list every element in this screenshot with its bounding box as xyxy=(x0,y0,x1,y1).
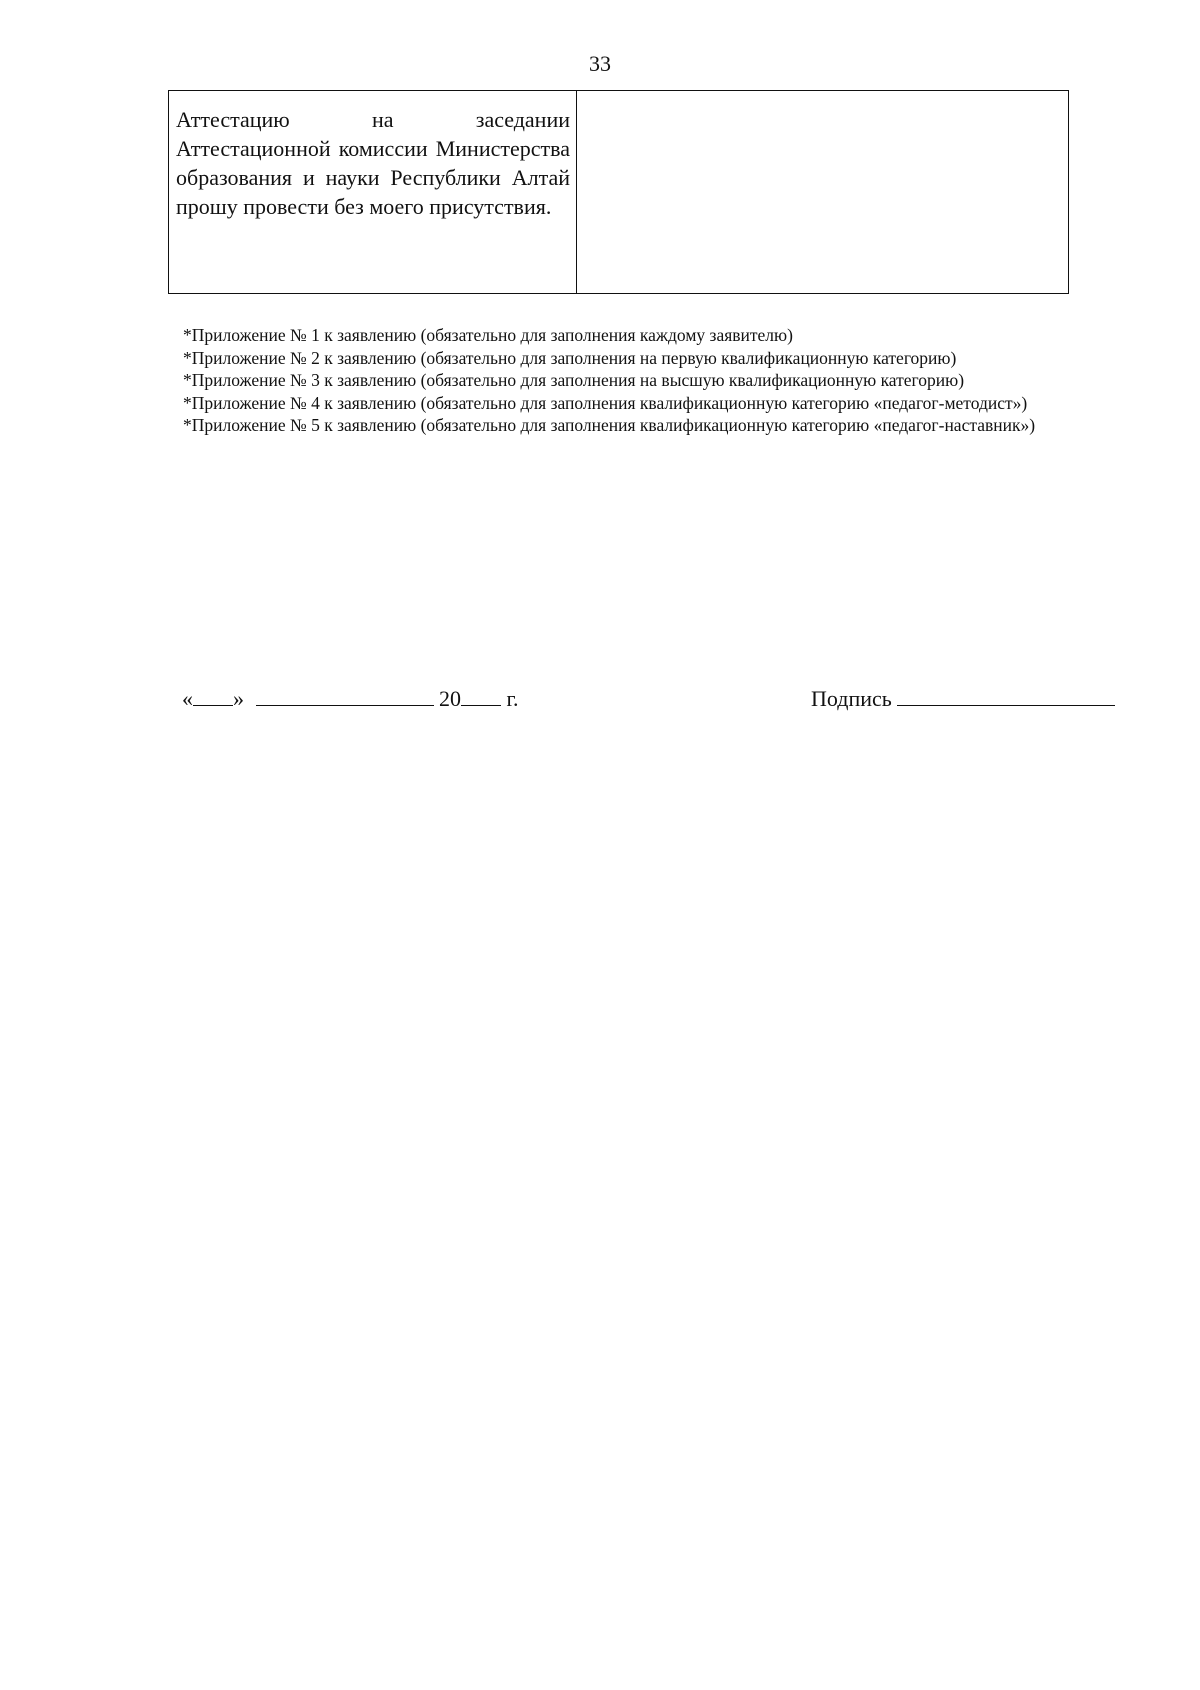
appendix-note-1: *Приложение № 1 к заявлению (обязательно для заполнения каждому заявителю) xyxy=(183,325,793,345)
appendix-note-5: *Приложение № 5 к заявлению (обязательно для заполнения квалификационную категорию «педагог-наставник») xyxy=(183,415,1036,435)
appendix-note-3: *Приложение № 3 к заявлению (обязательно для заполнения на высшую квалификационную категорию) xyxy=(183,370,965,390)
signature-blank[interactable] xyxy=(897,683,1115,706)
year-prefix: 20 xyxy=(439,686,461,711)
year-suffix: г. xyxy=(506,686,519,711)
month-blank[interactable] xyxy=(256,683,434,706)
table-row xyxy=(169,91,1069,294)
statement-table xyxy=(168,90,1069,294)
signature-line xyxy=(811,683,1115,713)
day-blank[interactable] xyxy=(193,683,233,706)
year-blank[interactable] xyxy=(461,683,501,706)
statement-text: Аттестацию на заседании Аттестационной комиссии Министерства образования и науки Республики Алтай прошу провести без моего присутствия. xyxy=(176,107,570,219)
appendix-notes xyxy=(183,324,1128,437)
appendix-note-4: *Приложение № 4 к заявлению (обязательно для заполнения квалификационную категорию «педагог-методист») xyxy=(183,392,1028,413)
page-number: 33 xyxy=(589,51,611,76)
empty-cell xyxy=(577,91,1069,294)
appendix-note-2: *Приложение № 2 к заявлению (обязательно для заполнения на первую квалификационную категорию) xyxy=(183,347,957,368)
open-quote: « xyxy=(182,686,193,711)
close-quote: » xyxy=(233,686,244,711)
signature-label: Подпись xyxy=(811,686,892,711)
date-line xyxy=(182,683,519,713)
statement-cell xyxy=(169,91,577,294)
